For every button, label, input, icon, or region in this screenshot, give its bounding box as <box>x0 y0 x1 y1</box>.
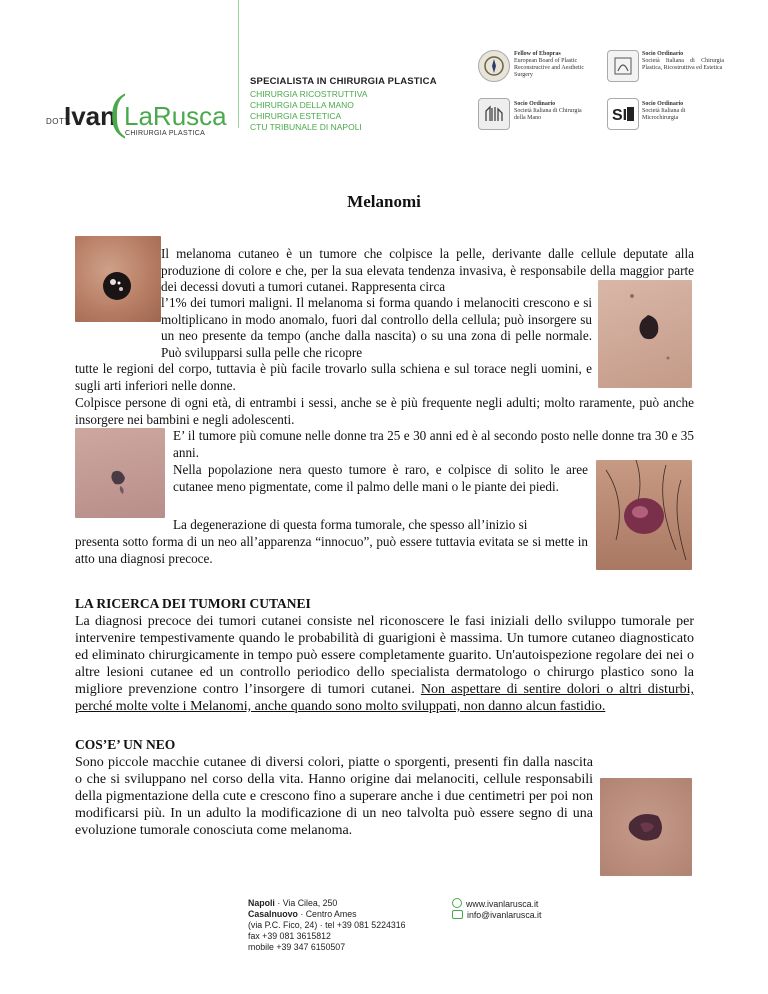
sicpre-logo-icon <box>607 50 639 82</box>
assoc-title: Fellow of Ebopras <box>514 51 561 57</box>
assoc-ebopras <box>514 51 592 79</box>
logo-last-name: LaRusca <box>124 101 227 131</box>
melanoma-photo-4 <box>596 460 692 570</box>
globe-icon <box>452 898 462 908</box>
specialty-title: SPECIALISTA IN CHIRURGIA PLASTICA <box>250 76 437 87</box>
footer-fax: fax +39 081 3615812 <box>248 931 331 941</box>
logo-paren: ( <box>110 83 127 139</box>
paragraph-age: Colpisce persone di ogni età, di entrambi i sessi, anche se è più frequente negli adulti; molto raramente, può anche insorgere nei bambini e negli adolescenti. <box>75 395 694 427</box>
melanoma-photo-2 <box>598 280 692 388</box>
assoc-title: Socio Ordinario <box>642 51 684 57</box>
melanoma-photo-1 <box>75 236 161 322</box>
envelope-icon <box>452 910 463 919</box>
footer-addr-napoli: · Via Cilea, 250 <box>274 898 338 908</box>
footer-addr-casalnuovo: · Centro Ames <box>297 909 357 919</box>
logo-first-name: Ivan <box>64 101 117 131</box>
sicm-logo-icon <box>478 98 510 130</box>
footer-website[interactable]: www.ivanlarusca.it <box>466 899 539 909</box>
research-warning: Non aspettare di sentire dolori o altri disturbi, perché molte volte i Melanomi, anche quando sono molto sviluppati, non danno alcun fastidio. <box>75 682 695 714</box>
melanoma-photo-3 <box>75 428 165 518</box>
assoc-desc: Società Italiana di Microchirurgia <box>642 108 686 121</box>
assoc-title: Socio Ordinario <box>514 101 556 107</box>
header-divider <box>238 0 239 128</box>
footer-email[interactable]: info@ivanlarusca.it <box>467 910 542 920</box>
assoc-desc: Società Italiana di Chirurgia Plastica, Ricostruttiva ed Estetica <box>642 58 724 71</box>
footer-contacts <box>452 898 541 921</box>
assoc-desc: Società Italiana di Chirurgia della Mano <box>514 108 582 121</box>
assoc-title: Socio Ordinario <box>642 101 684 107</box>
footer-addr-street: (via P.C. Fico, 24) · tel +39 081 5224316 <box>248 920 406 930</box>
section-body-neo: Sono piccole macchie cutanee di diversi colori, piatte o sporgenti, presenti fin dalla nascita o che si sviluppano nel corso della vita. Hanno origine dai melanociti, cellule responsabili della pigmentazione della cute e crescono fino a superare anche i due centimetri per poi non modificarsi più. In un adulto la modificazione di un neo talvolta può essere segno di una evoluzione tumorale conosciuta come melanoma. <box>75 755 593 838</box>
section-body-research <box>75 613 694 715</box>
footer-city-napoli: Napoli <box>248 898 275 908</box>
specialty-item: CHIRURGIA DELLA MANO <box>250 100 354 110</box>
section-heading-neo: COS’E’ UN NEO <box>75 737 176 752</box>
melanoma-photo-5 <box>600 778 692 876</box>
svg-text:SI: SI <box>612 107 628 124</box>
specialty-list <box>250 89 367 133</box>
research-text: La diagnosi precoce dei tumori cutanei consiste nel riconoscere le fasi iniziali dello sviluppo tumorale per intervenire tempestivamente quando le probabilità di guarigioni è massima. Un tumore cutaneo diagnosticato ed eliminato chirurgicamente in tempo può essere completamente guarito. Un'autoispezione regolare dei nei o altre lesioni cutanee ed un controllo periodico dello specialista dermatologo o chirurgo plastico sono la migliore prevenzione contro l’insorgere di tumori cutanei. <box>75 614 694 697</box>
paragraph-population: Nella popolazione nera questo tumore è raro, e colpisce di solito le aree cutanee meno pigmentate, come il palmo delle mani o le piante dei piedi. <box>173 462 588 494</box>
specialty-item: CTU TRIBUNALE DI NAPOLI <box>250 122 362 132</box>
assoc-sicm <box>514 101 592 122</box>
footer-mobile: mobile +39 347 6150507 <box>248 942 346 952</box>
ebopras-seal-icon <box>478 50 510 82</box>
paragraph-women: E’ il tumore più comune nelle donne tra 25 e 30 anni ed è al secondo posto nelle donne tra 30 e 35 anni. <box>173 428 694 460</box>
specialty-item: CHIRURGIA RICOSTRUTTIVA <box>250 89 368 99</box>
page-title: Melanomi <box>347 192 421 211</box>
paragraph-degeneration-b: presenta sotto forma di un neo all’apparenza “innocuo”, può essere tuttavia evitata se si mette in atto una diagnosi precoce. <box>75 534 588 566</box>
assoc-sicpre <box>642 51 724 72</box>
paragraph-intro-b: l’1% dei tumori maligni. Il melanoma si forma quando i melanociti crescono e si moltiplicano in modo anomalo, fuori dal controllo della cellula; può insorgere su un neo presente da tempo (anche dalla nascita) o su una zona di pelle normale. Può svilupparsi sulla pelle che ricopre <box>161 295 592 360</box>
footer-city-casalnuovo: Casalnuovo <box>248 909 298 919</box>
logo-subtitle: CHIRURGIA PLASTICA <box>125 130 206 137</box>
paragraph-intro-a: Il melanoma cutaneo è un tumore che colpisce la pelle, derivante dalle cellule deputate alla produzione di colore e che, per la sua elevata tendenza invasiva, è responsabile della maggior parte dei decessi dovuti a tumori cutanei. Rappresenta circa <box>161 246 694 294</box>
specialty-item: CHIRURGIA ESTETICA <box>250 111 342 121</box>
paragraph-degeneration-a: La degenerazione di questa forma tumorale, che spesso all’inizio si <box>173 517 528 532</box>
section-heading-research: LA RICERCA DEI TUMORI CUTANEI <box>75 596 311 611</box>
paragraph-intro-c: tutte le regioni del corpo, tuttavia è più facile trovarlo sulla schiena e sul torace negli uomini, e sugli arti inferiori nelle donne. <box>75 361 592 393</box>
assoc-sim <box>642 101 720 122</box>
footer-address <box>248 898 406 953</box>
assoc-desc: European Board of Plastic Reconstructive and Aesthetic Surgery <box>514 58 584 78</box>
logo-dott: DOTT. <box>46 117 72 126</box>
sim-logo-icon <box>607 98 639 130</box>
